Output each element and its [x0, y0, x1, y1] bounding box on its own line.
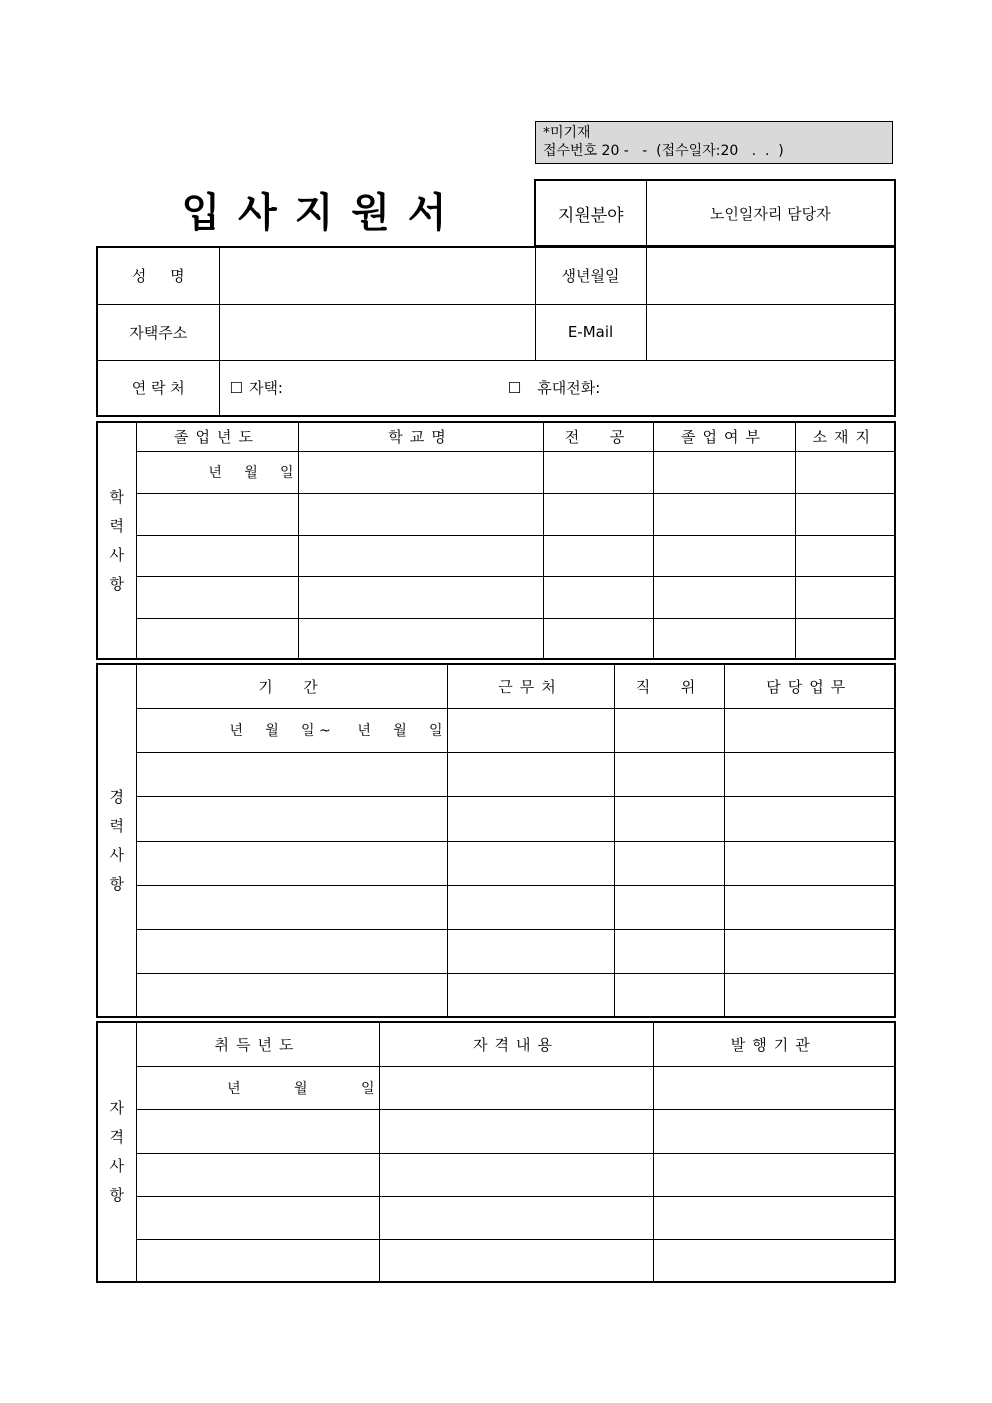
edu-cell[interactable] — [298, 576, 543, 618]
license-cell[interactable] — [653, 1153, 895, 1196]
page-title: 입 사 지 원 서 — [181, 190, 449, 236]
table-row — [97, 493, 895, 535]
edu-cell[interactable] — [298, 451, 543, 493]
mobile-phone-label: 휴대전화: — [537, 379, 601, 398]
license-cell[interactable] — [136, 1153, 379, 1196]
career-cell[interactable] — [136, 752, 447, 796]
apply-field-value[interactable]: 노인일자리 담당자 — [646, 180, 895, 246]
edu-cell[interactable] — [543, 493, 653, 535]
career-cell[interactable] — [614, 885, 724, 929]
license-header-content: 자격내용 — [379, 1022, 653, 1066]
checkbox-icon[interactable]: ☐ — [507, 379, 522, 398]
contact-field — [219, 360, 895, 416]
education-section-label: 학 력 사 항 — [97, 422, 136, 659]
table-row — [97, 1109, 895, 1153]
edu-header-year: 졸업년도 — [136, 422, 298, 451]
edu-cell[interactable] — [795, 618, 895, 659]
edu-cell[interactable] — [795, 576, 895, 618]
contact-label: 연 락 처 — [97, 360, 219, 416]
career-cell[interactable] — [447, 708, 614, 752]
license-header-issuer: 발행기관 — [653, 1022, 895, 1066]
edu-cell[interactable] — [795, 535, 895, 576]
career-cell[interactable] — [447, 885, 614, 929]
career-cell[interactable] — [447, 752, 614, 796]
home-phone-label: 자택: — [248, 379, 283, 398]
license-cell[interactable] — [379, 1196, 653, 1239]
birth-label: 생년월일 — [535, 247, 646, 304]
career-cell[interactable] — [724, 929, 895, 973]
edu-header-school: 학교명 — [298, 422, 543, 451]
license-cell[interactable] — [653, 1109, 895, 1153]
career-cell[interactable] — [614, 973, 724, 1017]
edu-cell[interactable] — [543, 618, 653, 659]
license-cell[interactable] — [653, 1239, 895, 1282]
table-row — [97, 535, 895, 576]
career-cell[interactable] — [136, 796, 447, 841]
table-row — [97, 1153, 895, 1196]
edu-cell[interactable] — [298, 493, 543, 535]
career-date-hint[interactable]: 년 월 일 ~ 년 월 일 — [136, 708, 447, 752]
table-row — [97, 752, 895, 796]
edu-cell[interactable] — [543, 576, 653, 618]
edu-cell[interactable] — [543, 451, 653, 493]
license-cell[interactable] — [136, 1109, 379, 1153]
name-label — [97, 247, 219, 304]
email-field[interactable] — [646, 304, 895, 360]
table-row — [97, 973, 895, 1017]
table-row — [97, 1066, 895, 1109]
edu-cell[interactable] — [136, 618, 298, 659]
license-cell[interactable] — [379, 1153, 653, 1196]
receipt-note: *미기재 — [543, 125, 591, 141]
edu-cell[interactable] — [653, 618, 795, 659]
career-table — [96, 663, 896, 1018]
edu-cell[interactable] — [653, 451, 795, 493]
edu-cell[interactable] — [136, 576, 298, 618]
apply-field-label: 지원분야 — [535, 180, 646, 246]
career-cell[interactable] — [136, 885, 447, 929]
receipt-box — [535, 121, 893, 164]
address-field[interactable] — [219, 304, 535, 360]
career-cell[interactable] — [447, 796, 614, 841]
personal-info-table — [96, 246, 896, 417]
edu-cell[interactable] — [543, 535, 653, 576]
table-row — [97, 1239, 895, 1282]
career-header-workplace: 근무처 — [447, 664, 614, 708]
education-table — [96, 421, 896, 660]
career-cell[interactable] — [614, 752, 724, 796]
edu-cell[interactable] — [653, 576, 795, 618]
edu-cell[interactable] — [653, 535, 795, 576]
apply-field-table — [534, 179, 896, 247]
license-cell[interactable] — [653, 1066, 895, 1109]
table-row — [97, 451, 895, 493]
edu-cell[interactable] — [795, 451, 895, 493]
birth-field[interactable] — [646, 247, 895, 304]
license-section-label: 자 격 사 항 — [97, 1022, 136, 1282]
table-row — [97, 929, 895, 973]
edu-cell[interactable] — [298, 618, 543, 659]
career-header-duty: 담당업무 — [724, 664, 895, 708]
career-cell[interactable] — [136, 841, 447, 885]
edu-cell[interactable] — [136, 493, 298, 535]
career-cell[interactable] — [447, 929, 614, 973]
edu-cell[interactable] — [653, 493, 795, 535]
career-cell[interactable] — [614, 796, 724, 841]
table-row — [97, 885, 895, 929]
license-cell[interactable] — [379, 1066, 653, 1109]
career-cell[interactable] — [724, 708, 895, 752]
edu-header-status: 졸업여부 — [653, 422, 795, 451]
edu-header-location: 소재지 — [795, 422, 895, 451]
license-cell[interactable] — [136, 1239, 379, 1282]
career-cell[interactable] — [447, 841, 614, 885]
edu-date-hint[interactable]: 년 월 일 — [136, 451, 298, 493]
career-cell[interactable] — [724, 841, 895, 885]
career-cell[interactable] — [614, 708, 724, 752]
license-header-year: 취득년도 — [136, 1022, 379, 1066]
table-row — [97, 618, 895, 659]
table-row — [97, 708, 895, 752]
edu-cell[interactable] — [136, 535, 298, 576]
email-label: E-Mail — [535, 304, 646, 360]
career-cell[interactable] — [724, 973, 895, 1017]
career-section-label: 경 력 사 항 — [97, 664, 136, 1017]
career-cell[interactable] — [136, 929, 447, 973]
table-row — [97, 796, 895, 841]
career-cell[interactable] — [614, 841, 724, 885]
career-cell[interactable] — [447, 973, 614, 1017]
license-cell[interactable] — [653, 1196, 895, 1239]
career-cell[interactable] — [724, 796, 895, 841]
address-label: 자택주소 — [97, 304, 219, 360]
license-table — [96, 1021, 896, 1283]
career-cell[interactable] — [724, 885, 895, 929]
career-header-position: 직 위 — [614, 664, 724, 708]
table-row — [97, 576, 895, 618]
receipt-number: 접수번호 20 - - (접수일자:20 . . ) — [543, 143, 784, 159]
license-cell[interactable] — [379, 1239, 653, 1282]
license-cell[interactable] — [136, 1196, 379, 1239]
career-cell[interactable] — [724, 752, 895, 796]
career-header-period: 기 간 — [136, 664, 447, 708]
name-label-text: 성 명 — [131, 267, 185, 286]
edu-cell[interactable] — [795, 493, 895, 535]
edu-cell[interactable] — [298, 535, 543, 576]
career-cell[interactable] — [136, 973, 447, 1017]
license-cell[interactable] — [379, 1109, 653, 1153]
edu-header-major: 전 공 — [543, 422, 653, 451]
license-date-hint[interactable]: 년 월 일 — [136, 1066, 379, 1109]
name-field[interactable] — [219, 247, 535, 304]
table-row — [97, 841, 895, 885]
checkbox-icon[interactable]: ☐ — [229, 379, 243, 398]
table-row — [97, 1196, 895, 1239]
career-cell[interactable] — [614, 929, 724, 973]
